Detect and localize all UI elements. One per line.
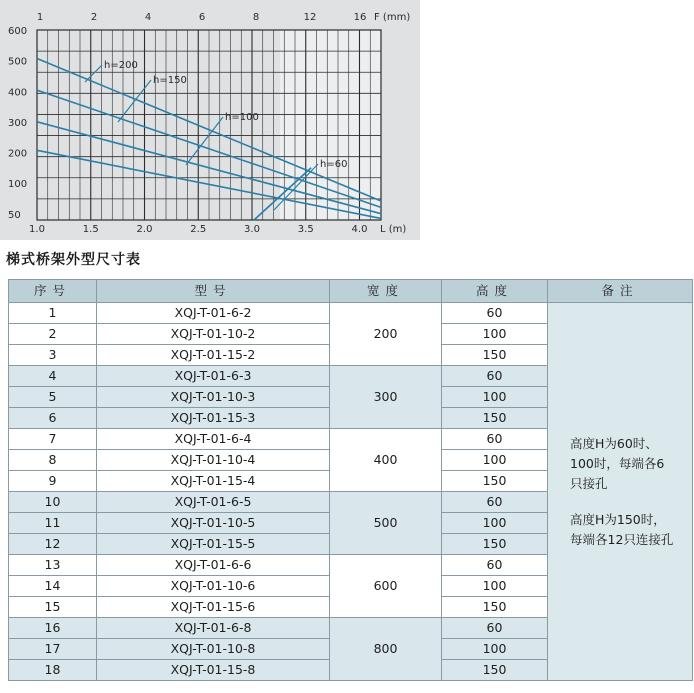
width-cell: 800 (330, 618, 442, 681)
row-number: 6 (9, 408, 97, 429)
top-axis-label: F (mm) (374, 12, 411, 23)
row-number: 17 (9, 639, 97, 660)
top-tick-label: 2 (90, 12, 98, 23)
width-cell: 500 (330, 492, 442, 555)
series-label: h=200 (104, 60, 138, 71)
model-cell: XQJ-T-01-6-5 (97, 492, 330, 513)
model-cell: XQJ-T-01-10-3 (97, 387, 330, 408)
row-number: 4 (9, 366, 97, 387)
row-number: 13 (9, 555, 97, 576)
height-cell: 100 (442, 513, 548, 534)
row-number: 10 (9, 492, 97, 513)
top-tick-label: 12 (303, 12, 317, 23)
remarks-cell (548, 303, 693, 681)
width-cell: 200 (330, 303, 442, 366)
row-number: 8 (9, 450, 97, 471)
top-tick-label: 4 (144, 12, 152, 23)
model-cell: XQJ-T-01-6-3 (97, 366, 330, 387)
row-number: 5 (9, 387, 97, 408)
width-cell: 600 (330, 555, 442, 618)
height-cell: 150 (442, 471, 548, 492)
header-model: 型号 (97, 280, 330, 303)
model-cell: XQJ-T-01-10-8 (97, 639, 330, 660)
model-cell: XQJ-T-01-10-2 (97, 324, 330, 345)
height-cell: 150 (442, 660, 548, 681)
model-cell: XQJ-T-01-10-6 (97, 576, 330, 597)
model-cell: XQJ-T-01-6-4 (97, 429, 330, 450)
header-remarks: 备注 (548, 280, 693, 303)
row-number: 12 (9, 534, 97, 555)
row-number: 9 (9, 471, 97, 492)
series-label: h=150 (153, 75, 187, 86)
model-cell: XQJ-T-01-10-4 (97, 450, 330, 471)
y-tick-label: 600 (8, 26, 28, 37)
y-tick-label: 100 (8, 179, 28, 191)
model-cell: XQJ-T-01-15-4 (97, 471, 330, 492)
y-tick-label: 500 (8, 56, 28, 68)
load-deflection-chart (0, 0, 420, 240)
header-width: 宽度 (330, 280, 442, 303)
x-tick-label: 4.0 (351, 224, 368, 235)
height-cell: 150 (442, 534, 548, 555)
table-header-row (9, 280, 693, 303)
row-number: 1 (9, 303, 97, 324)
row-number: 16 (9, 618, 97, 639)
top-tick-label: 8 (252, 12, 260, 23)
model-cell: XQJ-T-01-6-2 (97, 303, 330, 324)
model-cell: XQJ-T-01-15-8 (97, 660, 330, 681)
height-cell: 150 (442, 408, 548, 429)
x-tick-label: 2.0 (136, 224, 153, 235)
model-cell: XQJ-T-01-6-6 (97, 555, 330, 576)
series-label: h=100 (225, 112, 259, 123)
row-number: 3 (9, 345, 97, 366)
remarks-gap (570, 494, 674, 510)
model-cell: XQJ-T-01-10-5 (97, 513, 330, 534)
y-tick-label: 400 (8, 87, 28, 99)
y-tick-label: 50 (8, 209, 21, 221)
remarks-para-2: 高度H为150时，每端各12只连接孔 (570, 511, 674, 547)
height-cell: 60 (442, 492, 548, 513)
x-axis-label: L (m) (380, 224, 407, 235)
width-cell: 400 (330, 429, 442, 492)
height-cell: 60 (442, 618, 548, 639)
row-number: 11 (9, 513, 97, 534)
height-cell: 100 (442, 387, 548, 408)
height-cell: 100 (442, 324, 548, 345)
height-cell: 150 (442, 597, 548, 618)
row-number: 15 (9, 597, 97, 618)
x-tick-label: 3.5 (297, 224, 314, 235)
series-leader-line (186, 117, 223, 165)
height-cell: 60 (442, 429, 548, 450)
model-cell: XQJ-T-01-6-8 (97, 618, 330, 639)
height-cell: 100 (442, 576, 548, 597)
top-tick-label: 1 (36, 12, 44, 23)
top-tick-label: 16 (353, 12, 367, 23)
series-label: h=60 (320, 159, 348, 170)
remarks-para-1: 高度H为60时、100时，每端各6只接孔 (570, 435, 665, 491)
height-cell: 150 (442, 345, 548, 366)
row-number: 14 (9, 576, 97, 597)
width-cell: 300 (330, 366, 442, 429)
top-tick-label: 6 (198, 12, 206, 23)
height-cell: 60 (442, 366, 548, 387)
height-cell: 60 (442, 555, 548, 576)
x-tick-label: 1.5 (82, 224, 99, 235)
height-cell: 60 (442, 303, 548, 324)
row-number: 7 (9, 429, 97, 450)
table-row (9, 303, 693, 324)
y-tick-label: 200 (8, 148, 28, 160)
chart-svg (0, 0, 420, 240)
row-number: 2 (9, 324, 97, 345)
x-tick-label: 3.0 (244, 224, 260, 235)
x-tick-label: 1.0 (29, 224, 45, 235)
model-cell: XQJ-T-01-15-5 (97, 534, 330, 555)
series-leader-line (85, 65, 102, 82)
model-cell: XQJ-T-01-15-2 (97, 345, 330, 366)
spec-table (8, 279, 693, 681)
table-title: 梯式桥架外型尺寸表 (6, 252, 141, 268)
height-cell: 100 (442, 450, 548, 471)
model-cell: XQJ-T-01-15-3 (97, 408, 330, 429)
row-number: 18 (9, 660, 97, 681)
height-cell: 100 (442, 639, 548, 660)
model-cell: XQJ-T-01-15-6 (97, 597, 330, 618)
x-tick-label: 2.5 (190, 224, 207, 235)
header-height: 高度 (442, 280, 548, 303)
y-tick-label: 300 (8, 117, 28, 129)
header-no: 序号 (9, 280, 97, 303)
